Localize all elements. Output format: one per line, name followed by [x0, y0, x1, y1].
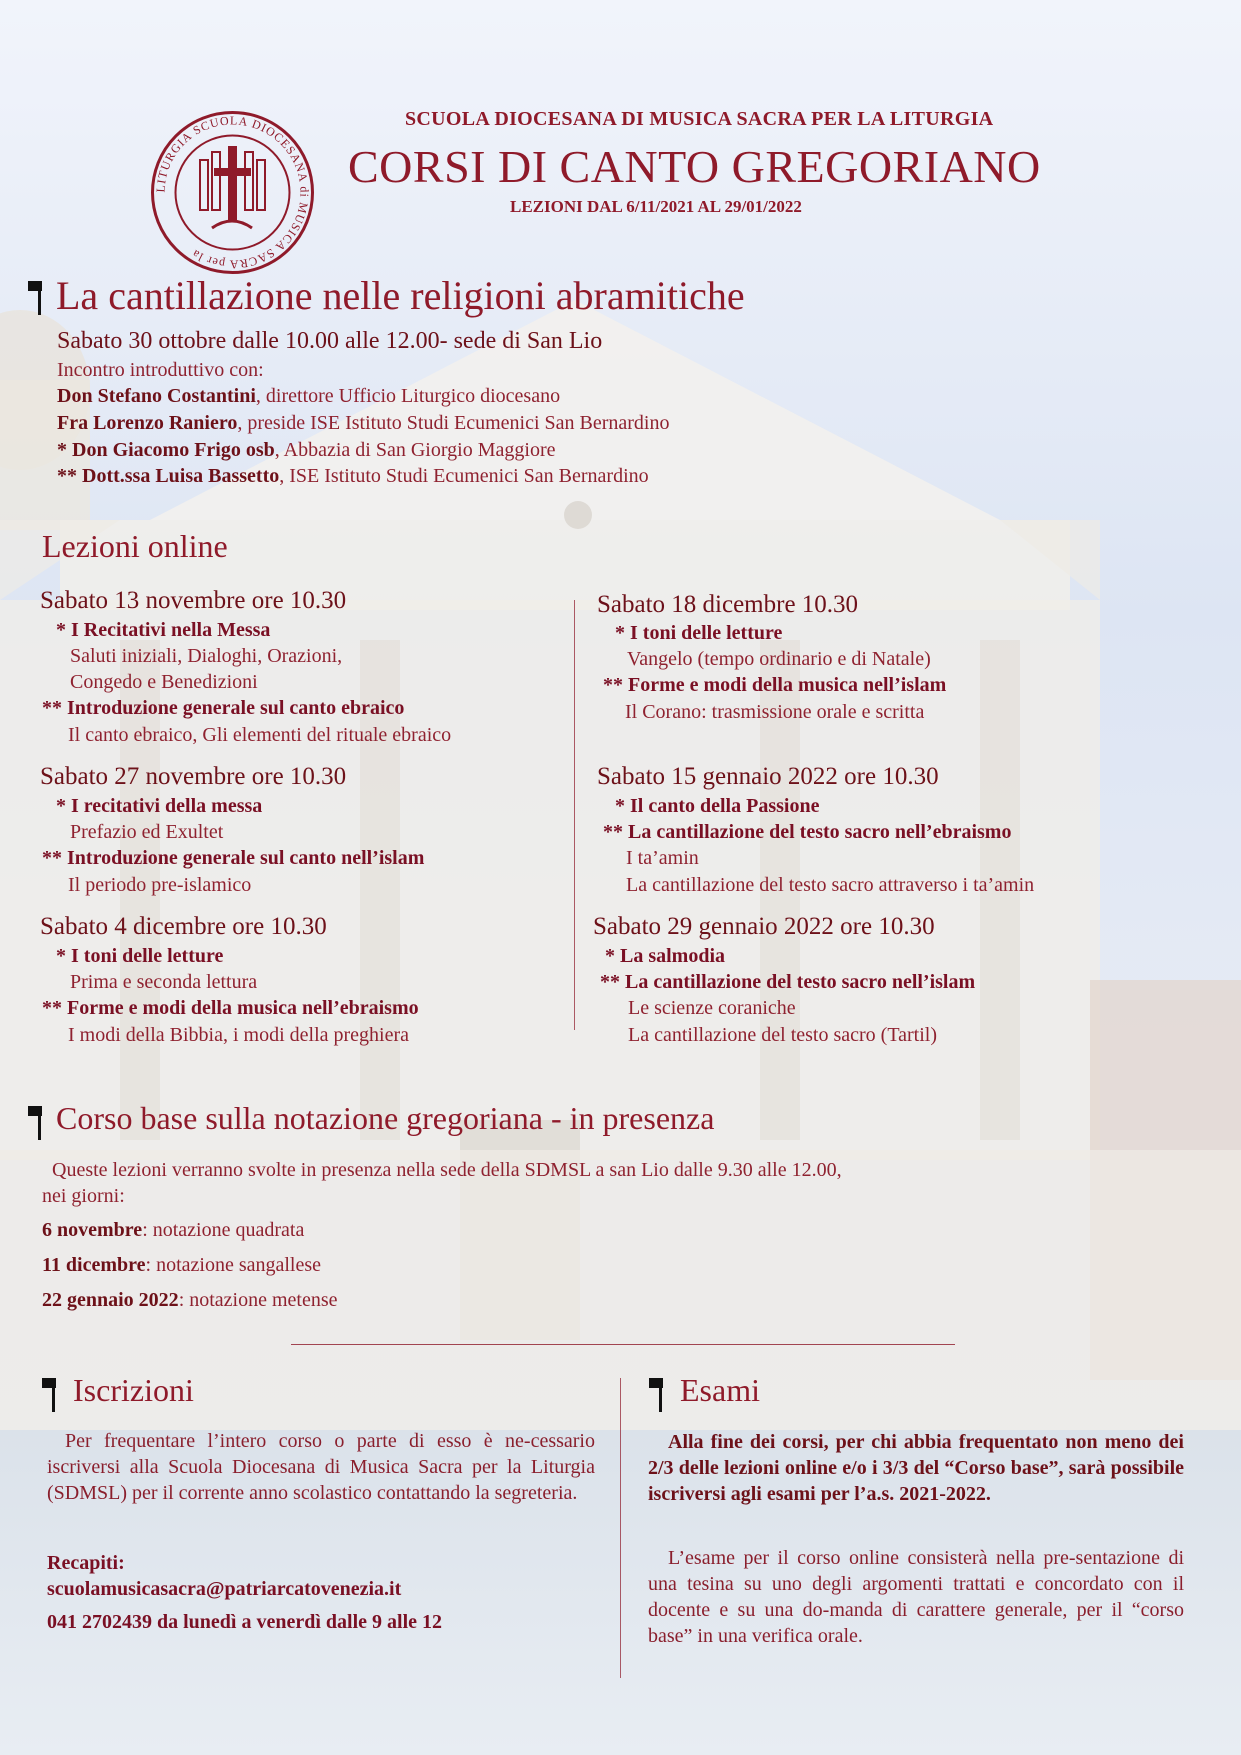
esami-text: L’esame per il corso online consisterà nella pre-sentazione di una tesina su uno degli argomenti trattati e concordato con il docente e su una do-manda di carattere generale, per il “corso base” in una verifica orale.	[648, 1547, 1184, 1647]
lesson-detail: La cantillazione del testo sacro attraverso i ta’amin	[626, 874, 1035, 896]
lesson-detail: Il periodo pre-islamico	[68, 874, 252, 896]
lesson-detail: Le scienze coraniche	[628, 997, 796, 1019]
lesson-detail: Vangelo (tempo ordinario e di Natale)	[627, 648, 931, 670]
lesson-detail: Saluti iniziali, Dialoghi, Orazioni,	[70, 645, 343, 667]
lesson-date: Sabato 4 dicembre ore 10.30	[40, 913, 327, 940]
lesson-date: Sabato 15 gennaio 2022 ore 10.30	[597, 763, 939, 790]
section-title-esami: Esami	[680, 1372, 760, 1408]
lesson-date: Sabato 27 novembre ore 10.30	[40, 763, 347, 790]
lesson-topic-b: ** La cantillazione del testo sacro nell’islam	[600, 971, 976, 993]
contact-phone: 041 2702439 da lunedì a venerdì dalle 9 alle 12	[47, 1611, 443, 1633]
music-note-icon	[42, 1378, 56, 1412]
column-divider	[574, 600, 575, 1030]
school-seal-logo	[150, 110, 315, 275]
corso-base-intro: Queste lezioni verranno svolte in presenza nella sede della SDMSL a san Lio dalle 9.30 alle 12.00,	[52, 1159, 842, 1181]
section-title-iscrizioni: Iscrizioni	[73, 1372, 194, 1408]
lesson-detail: Prefazio ed Exultet	[70, 821, 224, 843]
page-title: CORSI DI CANTO GREGORIANO	[348, 141, 1041, 192]
music-note-icon	[28, 281, 42, 315]
lesson-detail: Congedo e Benedizioni	[70, 671, 258, 693]
lesson-topic-b: ** Introduzione generale sul canto ebraico	[42, 697, 405, 719]
speaker-3: * Don Giacomo Frigo osb, Abbazia di San Giorgio Maggiore	[57, 439, 556, 461]
lesson-date: Sabato 13 novembre ore 10.30	[40, 587, 347, 614]
lesson-topic-a: * I toni delle letture	[56, 945, 224, 967]
music-note-icon	[649, 1378, 663, 1412]
lesson-topic-a: * I toni delle letture	[615, 622, 783, 644]
lesson-topic-b: ** Forme e modi della musica nell’islam	[603, 674, 947, 696]
corso-base-day: 11 dicembre: notazione sangallese	[42, 1254, 322, 1276]
school-name: SCUOLA DIOCESANA DI MUSICA SACRA PER LA LITURGIA	[405, 108, 994, 130]
lesson-detail: Prima e seconda lettura	[70, 971, 258, 993]
recapiti-label: Recapiti:	[47, 1552, 125, 1574]
section-title-online: Lezioni online	[42, 528, 228, 564]
lesson-date: Sabato 18 dicembre 10.30	[597, 591, 859, 618]
speaker-1: Don Stefano Costantini, direttore Ufficio Liturgico diocesano	[57, 385, 561, 407]
esami-text-bold: Alla fine dei corsi, per chi abbia frequentato non meno dei 2/3 delle lezioni online e/o i 3/3 del “Corso base”, sarà possibile iscriversi agli esami per l’a.s. 2021-2022.	[648, 1431, 1184, 1505]
lesson-date: Sabato 29 gennaio 2022 ore 10.30	[593, 913, 935, 940]
lesson-topic-a: * Il canto della Passione	[615, 795, 820, 817]
corso-base-day: 6 novembre: notazione quadrata	[42, 1219, 305, 1241]
intro-subtitle: Sabato 30 ottobre dalle 10.00 alle 12.00- sede di San Lio	[57, 328, 603, 354]
speaker-2: Fra Lorenzo Raniero, preside ISE Istituto Studi Ecumenici San Bernardino	[57, 412, 670, 434]
seal-text: LITURGIA SCUOLA DIOCESANA di MUSICA SACRA per la	[153, 113, 312, 272]
column-divider	[620, 1378, 621, 1678]
lesson-topic-a: * I Recitativi nella Messa	[56, 619, 271, 641]
speaker-4: ** Dott.ssa Luisa Bassetto, ISE Istituto Studi Ecumenici San Bernardino	[57, 465, 649, 487]
lesson-topic-b: ** Forme e modi della musica nell’ebraismo	[42, 997, 419, 1019]
lesson-topic-b: ** La cantillazione del testo sacro nell’ebraismo	[603, 821, 1012, 843]
lesson-detail: I modi della Bibbia, i modi della preghiera	[68, 1024, 410, 1046]
music-note-icon	[28, 1106, 42, 1140]
iscrizioni-text: Per frequentare l’intero corso o parte di esso è ne-cessario iscriversi alla Scuola Diocesana di Musica Sacra per la Liturgia (SDMSL) per il corrente anno scolastico contattando la segreteria.	[47, 1430, 595, 1504]
lesson-topic-a: * I recitativi della messa	[56, 795, 263, 817]
section-divider	[291, 1344, 955, 1345]
corso-base-intro-2: nei giorni:	[42, 1185, 125, 1207]
corso-base-day: 22 gennaio 2022: notazione metense	[42, 1289, 338, 1311]
lesson-topic-b: ** Introduzione generale sul canto nell’islam	[42, 847, 425, 869]
section-title-corso-base: Corso base sulla notazione gregoriana - in presenza	[56, 1100, 715, 1136]
intro-incontro: Incontro introduttivo con:	[57, 359, 264, 381]
lesson-detail: Il canto ebraico, Gli elementi del rituale ebraico	[68, 724, 452, 746]
course-dates: LEZIONI DAL 6/11/2021 AL 29/01/2022	[510, 197, 802, 216]
contact-email[interactable]: scuolamusicasacra@patriarcatovenezia.it	[47, 1578, 402, 1600]
lesson-detail: La cantillazione del testo sacro (Tartil)	[628, 1024, 938, 1046]
lesson-detail: Il Corano: trasmissione orale e scritta	[625, 701, 925, 723]
lesson-topic-a: * La salmodia	[605, 945, 726, 967]
lesson-detail: I ta’amin	[626, 847, 699, 869]
section-title-cantillazione: La cantillazione nelle religioni abramitiche	[56, 273, 745, 318]
